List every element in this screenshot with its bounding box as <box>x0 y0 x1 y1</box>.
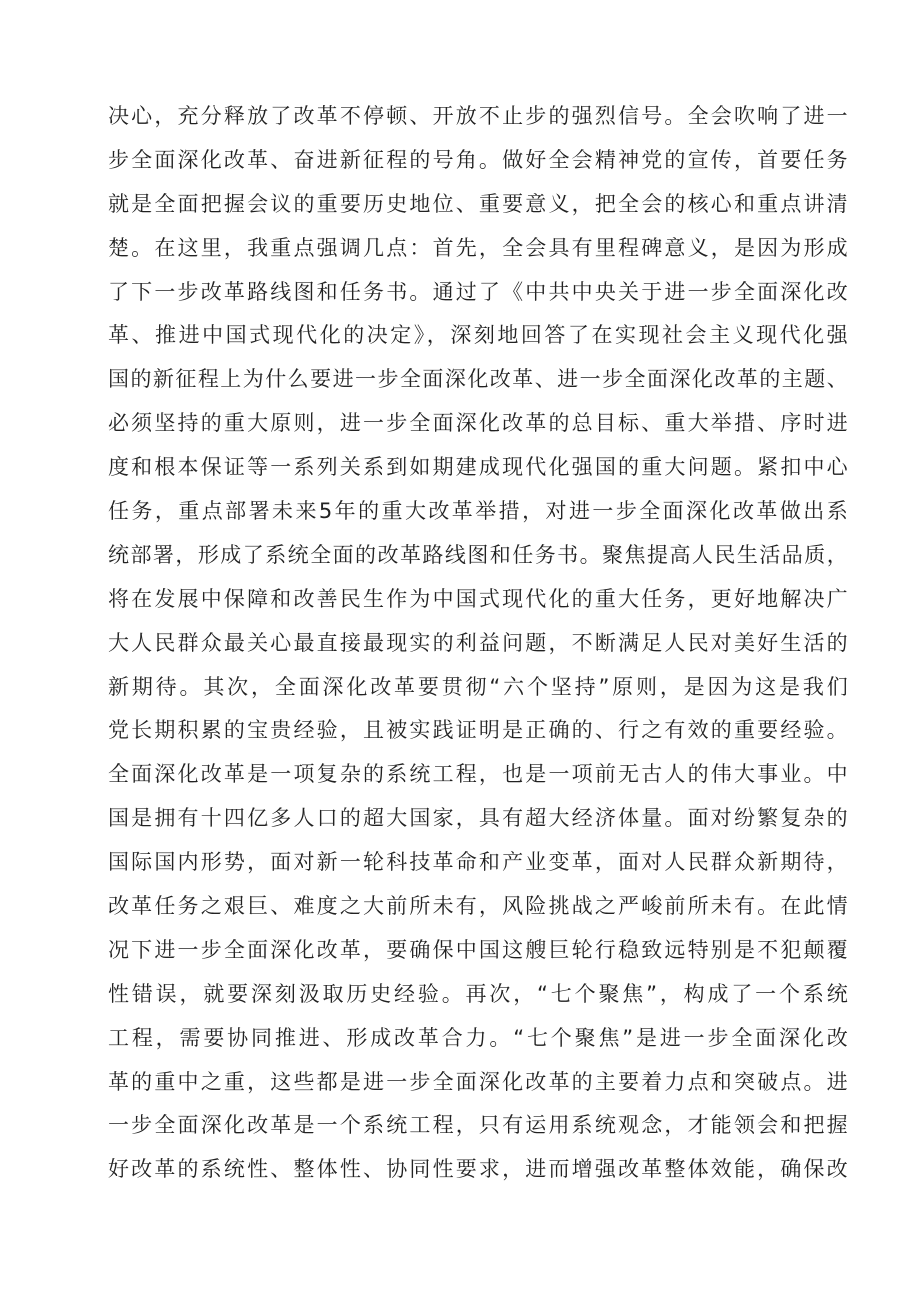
text-line-13: 大人民群众最关心最直接最现实的利益问题，不断满足人民对美好生活的 <box>108 630 848 655</box>
text-line-12: 将在发展中保障和改善民生作为中国式现代化的重大任务，更好地解决广 <box>108 586 848 611</box>
text-line-21: 性错误，就要深刻汲取历史经验。再次，“七个聚焦”，构成了一个系统 <box>108 981 848 1006</box>
text-line-8: 必须坚持的重大原则，进一步全面深化改革的总目标、重大举措、序时进 <box>108 411 848 436</box>
text-line-10: 任务，重点部署未来5年的重大改革举措，对进一步全面深化改革做出系 <box>108 499 848 524</box>
text-line-3: 就是全面把握会议的重要历史地位、重要意义，把全会的核心和重点讲清 <box>108 191 848 216</box>
text-line-25: 好改革的系统性、整体性、协同性要求，进而增强改革整体效能，确保改 <box>108 1157 848 1182</box>
text-line-6: 革、推进中国式现代化的决定》，深刻地回答了在实现社会主义现代化强 <box>108 323 848 348</box>
text-line-11: 统部署，形成了系统全面的改革路线图和任务书。聚焦提高人民生活品质， <box>108 542 848 567</box>
text-line-2: 步全面深化改革、奋进新征程的号角。做好全会精神党的宣传，首要任务 <box>108 147 848 172</box>
text-line-9: 度和根本保证等一系列关系到如期建成现代化强国的重大问题。紧扣中心 <box>108 455 848 480</box>
text-line-23: 革的重中之重，这些都是进一步全面深化改革的主要着力点和突破点。进 <box>108 1069 848 1094</box>
text-line-20: 况下进一步全面深化改革，要确保中国这艘巨轮行稳致远特别是不犯颠覆 <box>108 937 848 962</box>
text-line-14: 新期待。其次，全面深化改革要贯彻“六个坚持”原则，是因为这是我们 <box>108 674 848 699</box>
text-line-7: 国的新征程上为什么要进一步全面深化改革、进一步全面深化改革的主题、 <box>108 367 848 392</box>
text-line-24: 一步全面深化改革是一个系统工程，只有运用系统观念，才能领会和把握 <box>108 1113 848 1138</box>
text-line-18: 国际国内形势，面对新一轮科技革命和产业变革，面对人民群众新期待， <box>108 850 848 875</box>
text-line-22: 工程，需要协同推进、形成改革合力。“七个聚焦”是进一步全面深化改 <box>108 1025 848 1050</box>
text-line-1: 决心，充分释放了改革不停顿、开放不止步的强烈信号。全会吹响了进一 <box>108 104 848 128</box>
body-text <box>108 95 848 1192</box>
text-line-19: 改革任务之艰巨、难度之大前所未有，风险挑战之严峻前所未有。在此情 <box>108 894 848 919</box>
text-line-4: 楚。在这里，我重点强调几点：首先，全会具有里程碑意义，是因为形成 <box>108 235 848 260</box>
text-line-17: 国是拥有十四亿多人口的超大国家，具有超大经济体量。面对纷繁复杂的 <box>108 806 848 831</box>
text-line-5: 了下一步改革路线图和任务书。通过了《中共中央关于进一步全面深化改 <box>108 279 848 304</box>
text-line-16: 全面深化改革是一项复杂的系统工程，也是一项前无古人的伟大事业。中 <box>108 762 848 787</box>
text-line-15: 党长期积累的宝贵经验，且被实践证明是正确的、行之有效的重要经验。 <box>108 718 848 743</box>
